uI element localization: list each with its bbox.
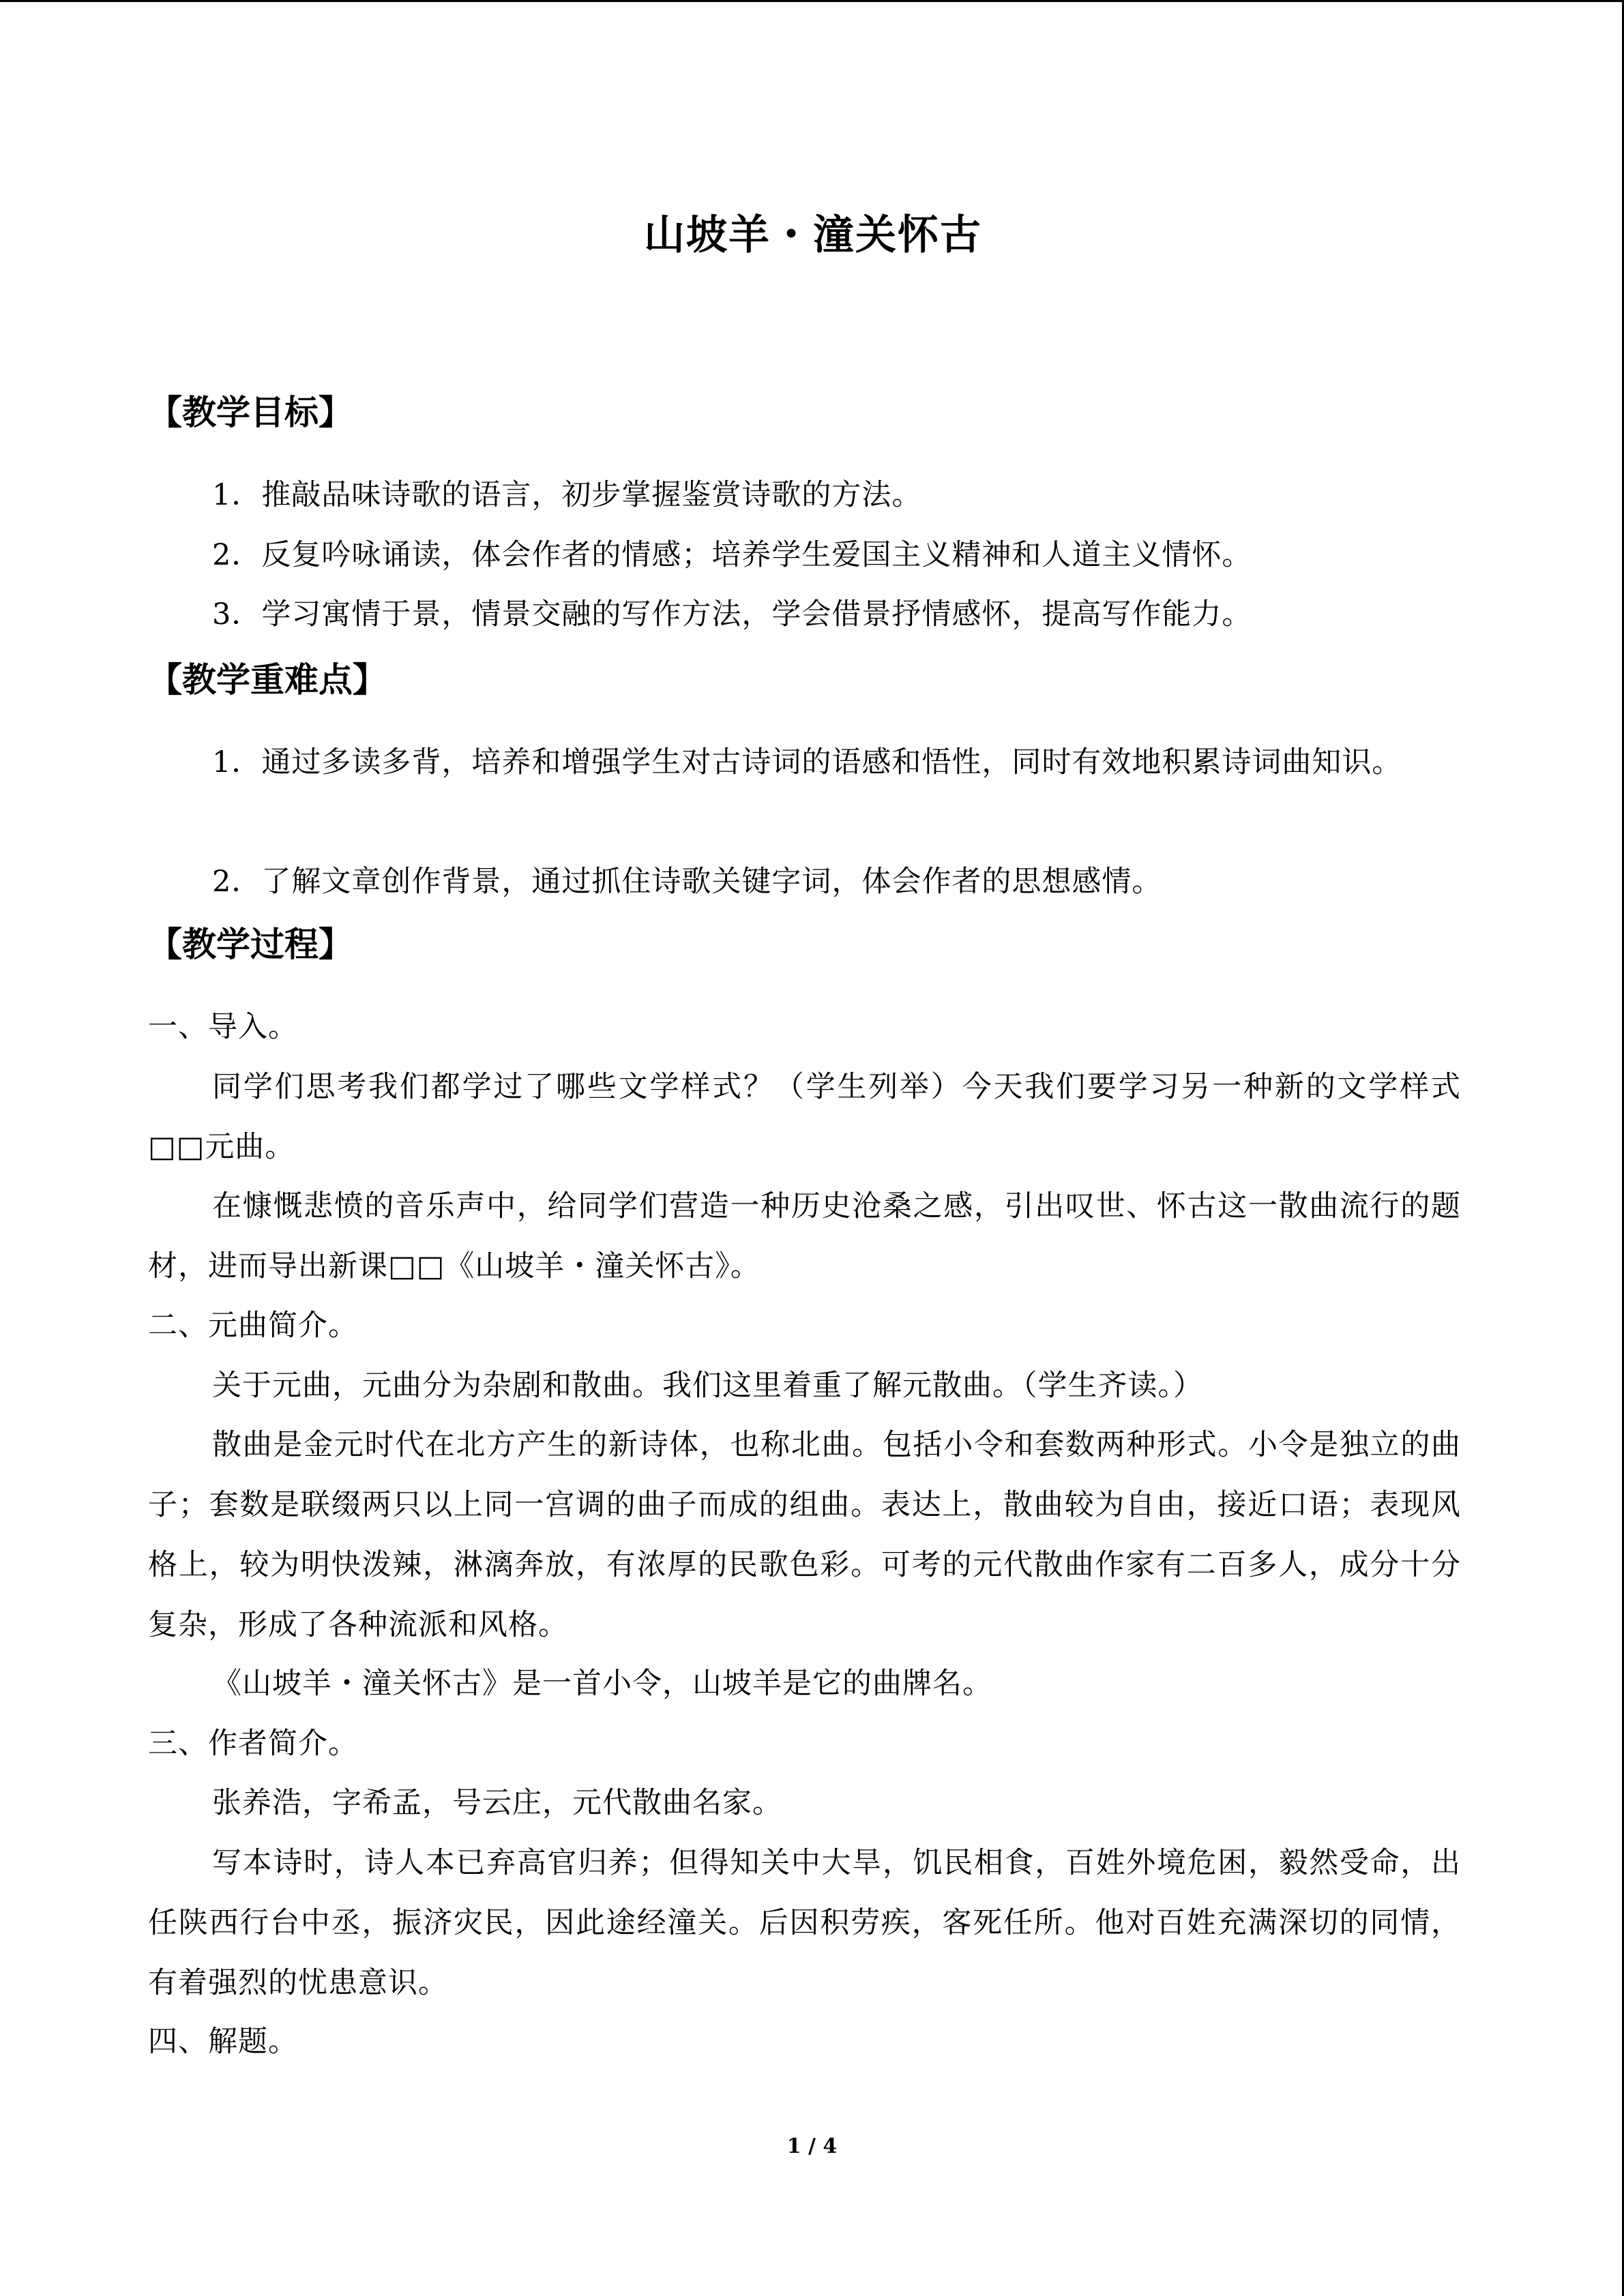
document-title: 山坡羊・潼关怀古 [644, 211, 982, 259]
process-paragraph: 《山坡羊・潼关怀古》是一首小令，山坡羊是它的曲牌名。 [212, 1667, 992, 1701]
process-paragraph: 散曲是金元时代在北方产生的新诗体，也称北曲。包括小令和套数两种形式。小令是独立的曲子；套数是联缀两只以上同一宫调的曲子而成的组曲。表达上，散曲较为自由，接近口语；表现风格上，较为明快泼辣，淋漓奔放，有浓厚的民歌色彩。可考的元代散曲作家有二百多人，成分十分复杂，形成了各种流派和风格。 [148, 1428, 1461, 1642]
key-point-item: 1．通过多读多背，培养和增强学生对古诗词的语感和悟性，同时有效地积累诗词曲知识。 [212, 745, 1402, 779]
objective-item: 1．推敲品味诗歌的语言，初步掌握鉴赏诗歌的方法。 [212, 478, 922, 512]
section-heading-process: 【教学过程】 [148, 925, 353, 964]
page-number: 1 / 4 [786, 2134, 838, 2158]
subsection-heading-intro: 一、导入。 [148, 1010, 298, 1044]
process-paragraph: 张养浩，字希孟，号云庄，元代散曲名家。 [212, 1786, 782, 1820]
section-heading-key-points: 【教学重难点】 [148, 660, 387, 700]
objective-item: 2．反复吟咏诵读，体会作者的情感；培养学生爱国主义精神和人道主义情怀。 [212, 538, 1252, 572]
process-paragraph: 写本诗时，诗人本已弃高官归养；但得知关中大旱，饥民相食，百姓外境危困，毅然受命，出任陕西行台中丞，振济灾民，因此途经潼关。后因积劳疾，客死任所。他对百姓充满深切的同情，有着强烈的忧患意识。 [148, 1846, 1461, 2000]
subsection-heading-yuanqu: 二、元曲简介。 [148, 1309, 358, 1343]
section-heading-objectives: 【教学目标】 [148, 393, 353, 432]
subsection-heading-title-explain: 四、解题。 [148, 2025, 298, 2059]
process-paragraph: 同学们思考我们都学过了哪些文学样式？（学生列举）今天我们要学习另一种新的文学样式□□元曲。 [148, 1070, 1461, 1164]
objective-item: 3．学习寓情于景，情景交融的写作方法，学会借景抒情感怀，提高写作能力。 [212, 597, 1252, 631]
subsection-heading-author: 三、作者简介。 [148, 1727, 358, 1761]
process-paragraph: 关于元曲，元曲分为杂剧和散曲。我们这里着重了解元散曲。（学生齐读。） [212, 1369, 1203, 1403]
key-point-item: 2．了解文章创作背景，通过抓住诗歌关键字词，体会作者的思想感情。 [212, 865, 1162, 899]
process-paragraph: 在慷慨悲愤的音乐声中，给同学们营造一种历史沧桑之感，引出叹世、怀古这一散曲流行的题材，进而导出新课□□《山坡羊・潼关怀古》。 [148, 1189, 1461, 1283]
